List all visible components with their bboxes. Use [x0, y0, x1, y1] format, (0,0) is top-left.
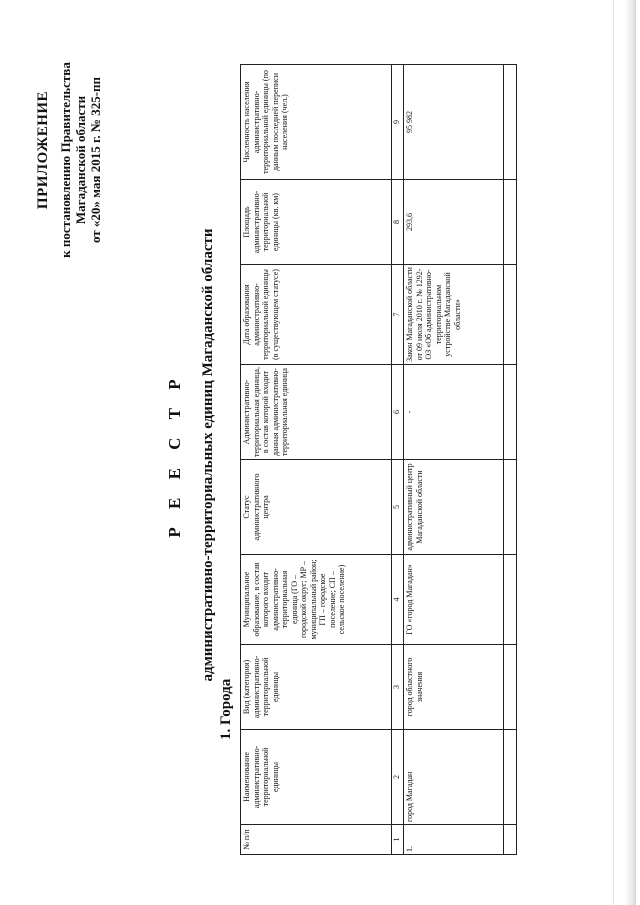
appendix-title: ПРИЛОЖЕНИЕ — [35, 90, 51, 210]
parent-unit: - — [404, 365, 504, 460]
header-cell: Наименование административно-территориальной единицы — [241, 730, 392, 825]
header-cell: Площадь административно-территориальной единицы (кв. км) — [241, 180, 392, 265]
decree-line-2: Магаданской области — [73, 95, 88, 225]
register-title: Р Е Е С Т Р — [165, 372, 184, 538]
table-row — [404, 65, 504, 855]
header-cell: Статус административного центра — [241, 460, 392, 555]
empty-cell — [504, 645, 517, 730]
municipality: ГО «город Магадан» — [404, 555, 504, 645]
column-number: 5 — [392, 460, 404, 555]
decree-line-1: к постановлению Правительства — [58, 62, 73, 258]
row-number: 1. — [404, 825, 504, 855]
column-number-row — [392, 65, 404, 855]
column-number: 6 — [392, 365, 404, 460]
center-status: административный центр Магаданской области — [404, 460, 504, 555]
header-cell: Численность населения административно-территориальной единицы (по данным последней переписи населения (чел.) — [241, 65, 392, 180]
header-cell: Административно-территориальная единица, в состав которой входит данная административно-территориальная единица — [241, 365, 392, 460]
header-cell: № п/п — [241, 825, 392, 855]
column-number: 1 — [392, 825, 404, 855]
column-number: 3 — [392, 645, 404, 730]
empty-cell — [504, 180, 517, 265]
empty-cell — [504, 555, 517, 645]
unit-area: 293,6 — [404, 180, 504, 265]
empty-cell — [504, 265, 517, 365]
decree-line-3: от «20» мая 2015 г. № 325-пп — [88, 76, 103, 244]
empty-cell — [504, 825, 517, 855]
column-number: 2 — [392, 730, 404, 825]
header-cell: Муниципальное образование, в состав которого входит административно-территориальная единица (ГО – городской округ; МР – муниципальный район; ГП – городское поселение; СП – сельское поселение) — [241, 555, 392, 645]
register-table — [240, 64, 517, 855]
empty-cell — [504, 730, 517, 825]
unit-type: город областного значения — [404, 645, 504, 730]
column-number: 9 — [392, 65, 404, 180]
table-row-empty — [504, 65, 517, 855]
empty-cell — [504, 65, 517, 180]
empty-cell — [504, 365, 517, 460]
header-cell: Дата образования административно-территориальной единицы (в существующем статусе) — [241, 265, 392, 365]
unit-name: город Магадан — [404, 730, 504, 825]
column-number: 7 — [392, 265, 404, 365]
table-header-row — [241, 65, 392, 855]
column-number: 8 — [392, 180, 404, 265]
unit-population: 95 982 — [404, 65, 504, 180]
register-subtitle: административно-территориальных единиц Магаданской области — [200, 228, 216, 682]
empty-cell — [504, 460, 517, 555]
column-number: 4 — [392, 555, 404, 645]
section-heading: 1. Города — [218, 678, 234, 740]
header-cell: Вид (категория) административно-территориальной единицы — [241, 645, 392, 730]
formation-date: Закон Магаданской области от 09 июля 2010 г. № 1292-ОЗ «Об административно-территориальном устройстве Магаданской области» — [404, 265, 504, 365]
